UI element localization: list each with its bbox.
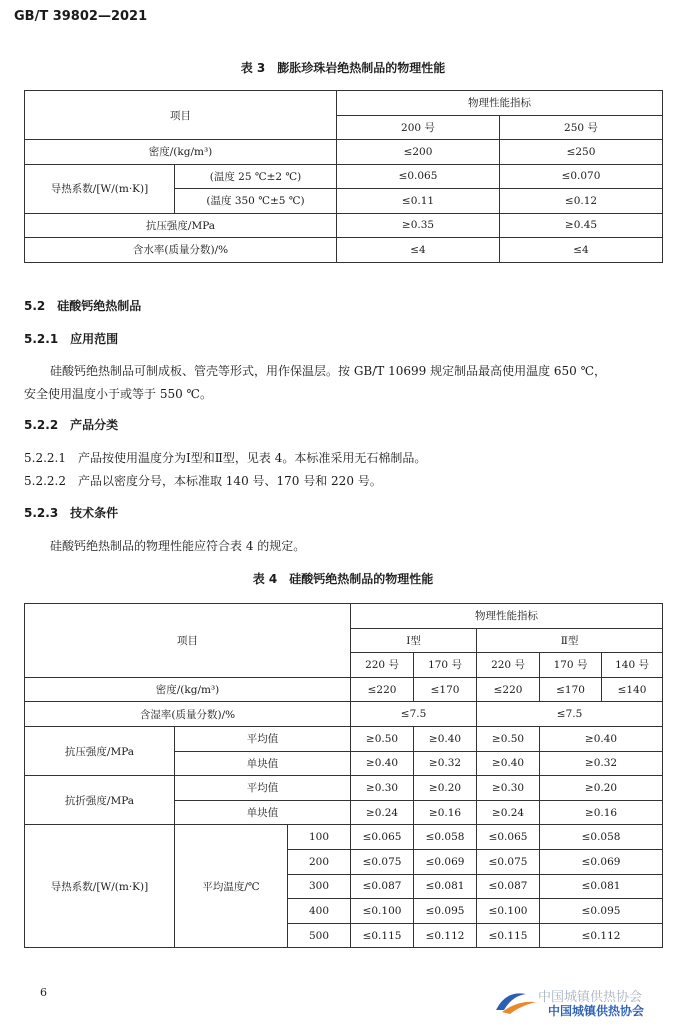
- section-5-2-1-text-line1: 硅酸钙绝热制品可制成板、管壳等形式，用作保温层。按 GB/T 10699 规定制品最高使用温度 650 ℃，: [50, 364, 607, 378]
- table4-cell: ≥0.30: [477, 776, 540, 801]
- table4-cell: ≤0.115: [351, 923, 414, 948]
- table4-cell: ≤0.075: [477, 849, 540, 874]
- table4-cell: ≤0.100: [477, 899, 540, 924]
- table4-flexural-avg-label: 平均值: [175, 776, 351, 801]
- table4-cell: ≥0.16: [414, 800, 477, 825]
- table4-cell: ≤170: [540, 677, 602, 702]
- table4-cell: ≤0.075: [351, 849, 414, 874]
- table4-cell: ≤0.065: [477, 825, 540, 850]
- table4-perf-header: 物理性能指标: [351, 604, 663, 629]
- watermark-logo: [492, 986, 672, 1020]
- table4-cell: ≤0.095: [414, 899, 477, 924]
- table4-cell: ≥0.16: [540, 800, 663, 825]
- table4-cell: ≤170: [414, 677, 477, 702]
- table3-perf-header: 物理性能指标: [337, 91, 663, 116]
- table4-cell: ≤0.069: [414, 849, 477, 874]
- table3-thermal-label: 导热系数/[W/(m·K)]: [25, 164, 175, 213]
- table4-cell: ≤0.087: [477, 874, 540, 899]
- table4-grade: 140 号: [602, 653, 663, 678]
- table3-cell: ≤0.065: [337, 164, 500, 189]
- table4-temp: 100: [288, 825, 351, 850]
- table4-cell: ≤7.5: [351, 702, 477, 727]
- table4-item-header: 项目: [25, 604, 351, 678]
- table4-cell: ≤220: [351, 677, 414, 702]
- table4-compressive-single-label: 单块值: [175, 751, 351, 776]
- table3-item-header: 项目: [25, 91, 337, 140]
- table3-cell: ≤0.070: [500, 164, 663, 189]
- table4-cell: ≥0.20: [540, 776, 663, 801]
- table4: [24, 603, 663, 948]
- table4-cell: ≤0.095: [540, 899, 663, 924]
- table3-cell: ≤0.12: [500, 189, 663, 214]
- table3-cell: ≥0.45: [500, 213, 663, 238]
- table4-grade: 220 号: [351, 653, 414, 678]
- table4-temp: 300: [288, 874, 351, 899]
- table4-temp: 500: [288, 923, 351, 948]
- table4-cell: ≥0.40: [540, 726, 663, 751]
- table4-cell: ≤0.058: [414, 825, 477, 850]
- table4-cell: ≤0.081: [414, 874, 477, 899]
- table4-moisture-label: 含湿率(质量分数)/%: [25, 702, 351, 727]
- table4-temp: 400: [288, 899, 351, 924]
- table4-grade: 220 号: [477, 653, 540, 678]
- table4-type1-header: Ⅰ型: [351, 628, 477, 653]
- table3-cell: ≤4: [337, 238, 500, 263]
- table4-cell: ≤0.112: [540, 923, 663, 948]
- table4-flexural-single-label: 单块值: [175, 800, 351, 825]
- table4-cell: ≤0.081: [540, 874, 663, 899]
- table4-cell: ≤0.065: [351, 825, 414, 850]
- section-5-2-1-text-line2: 安全使用温度小于或等于 550 ℃。: [24, 387, 212, 401]
- section-5-2-heading: 5.2 硅酸钙绝热制品: [24, 299, 142, 313]
- table3-moisture-label: 含水率(质量分数)/%: [25, 238, 337, 263]
- table4-cell: ≤0.100: [351, 899, 414, 924]
- table3-cell: ≤200: [337, 140, 500, 165]
- table3-compressive-label: 抗压强度/MPa: [25, 213, 337, 238]
- table4-grade: 170 号: [540, 653, 602, 678]
- table3-grade-200: 200 号: [337, 115, 500, 140]
- table4-cell: ≥0.32: [540, 751, 663, 776]
- table4-cell: ≥0.40: [477, 751, 540, 776]
- clause-5-2-2-1: 5.2.2.1 产品按使用温度分为Ⅰ型和Ⅱ型，见表 4。本标准采用无石棉制品。: [24, 451, 427, 465]
- table4-thermal-sub-label: 平均温度/℃: [175, 825, 288, 948]
- table3-grade-250: 250 号: [500, 115, 663, 140]
- table4-density-label: 密度/(kg/m³): [25, 677, 351, 702]
- table4-cell: ≤0.087: [351, 874, 414, 899]
- table4-grade: 170 号: [414, 653, 477, 678]
- document-id: GB/T 39802—2021: [14, 9, 148, 24]
- table3-cell: ≤0.11: [337, 189, 500, 214]
- table4-cell: ≤0.112: [414, 923, 477, 948]
- table4-cell: ≥0.24: [477, 800, 540, 825]
- table4-cell: ≥0.50: [351, 726, 414, 751]
- page-number: 6: [40, 986, 47, 999]
- table4-cell: ≤0.069: [540, 849, 663, 874]
- table4-flexural-label: 抗折强度/MPa: [25, 776, 175, 825]
- table4-caption: 表 4 硅酸钙绝热制品的物理性能: [252, 572, 434, 586]
- section-5-2-1-heading: 5.2.1 应用范围: [24, 332, 119, 346]
- table4-temp: 200: [288, 849, 351, 874]
- table3: [24, 90, 663, 263]
- table4-cell: ≤0.058: [540, 825, 663, 850]
- table3-cell: ≥0.35: [337, 213, 500, 238]
- table4-thermal-label: 导热系数/[W/(m·K)]: [25, 825, 175, 948]
- table3-cell: ≤250: [500, 140, 663, 165]
- table4-cell: ≥0.20: [414, 776, 477, 801]
- cdha-logo-icon: [492, 988, 540, 1016]
- table4-cell: ≤7.5: [477, 702, 663, 727]
- table4-cell: ≥0.30: [351, 776, 414, 801]
- table3-thermal-cond2: (温度 350 ℃±5 ℃): [175, 189, 337, 214]
- table4-compressive-label: 抗压强度/MPa: [25, 726, 175, 775]
- table4-cell: ≥0.50: [477, 726, 540, 751]
- watermark-subtext: 中国城镇供热协会: [548, 1004, 645, 1018]
- clause-5-2-2-2: 5.2.2.2 产品以密度分号，本标准取 140 号、170 号和 220 号。: [24, 474, 382, 488]
- table4-cell: ≤0.115: [477, 923, 540, 948]
- table4-cell: ≥0.40: [351, 751, 414, 776]
- table3-caption: 表 3 膨胀珍珠岩绝热制品的物理性能: [240, 61, 446, 75]
- table3-density-label: 密度/(kg/m³): [25, 140, 337, 165]
- table4-type2-header: Ⅱ型: [477, 628, 663, 653]
- section-5-2-3-heading: 5.2.3 技术条件: [24, 506, 119, 520]
- table3-cell: ≤4: [500, 238, 663, 263]
- table3-thermal-cond1: (温度 25 ℃±2 ℃): [175, 164, 337, 189]
- table4-cell: ≥0.32: [414, 751, 477, 776]
- table4-cell: ≤220: [477, 677, 540, 702]
- table4-cell: ≥0.40: [414, 726, 477, 751]
- table4-compressive-avg-label: 平均值: [175, 726, 351, 751]
- watermark-text: 中国城镇供热协会: [538, 990, 643, 1005]
- section-5-2-3-text: 硅酸钙绝热制品的物理性能应符合表 4 的规定。: [50, 539, 306, 553]
- table4-cell: ≤140: [602, 677, 663, 702]
- section-5-2-2-heading: 5.2.2 产品分类: [24, 418, 119, 432]
- table4-cell: ≥0.24: [351, 800, 414, 825]
